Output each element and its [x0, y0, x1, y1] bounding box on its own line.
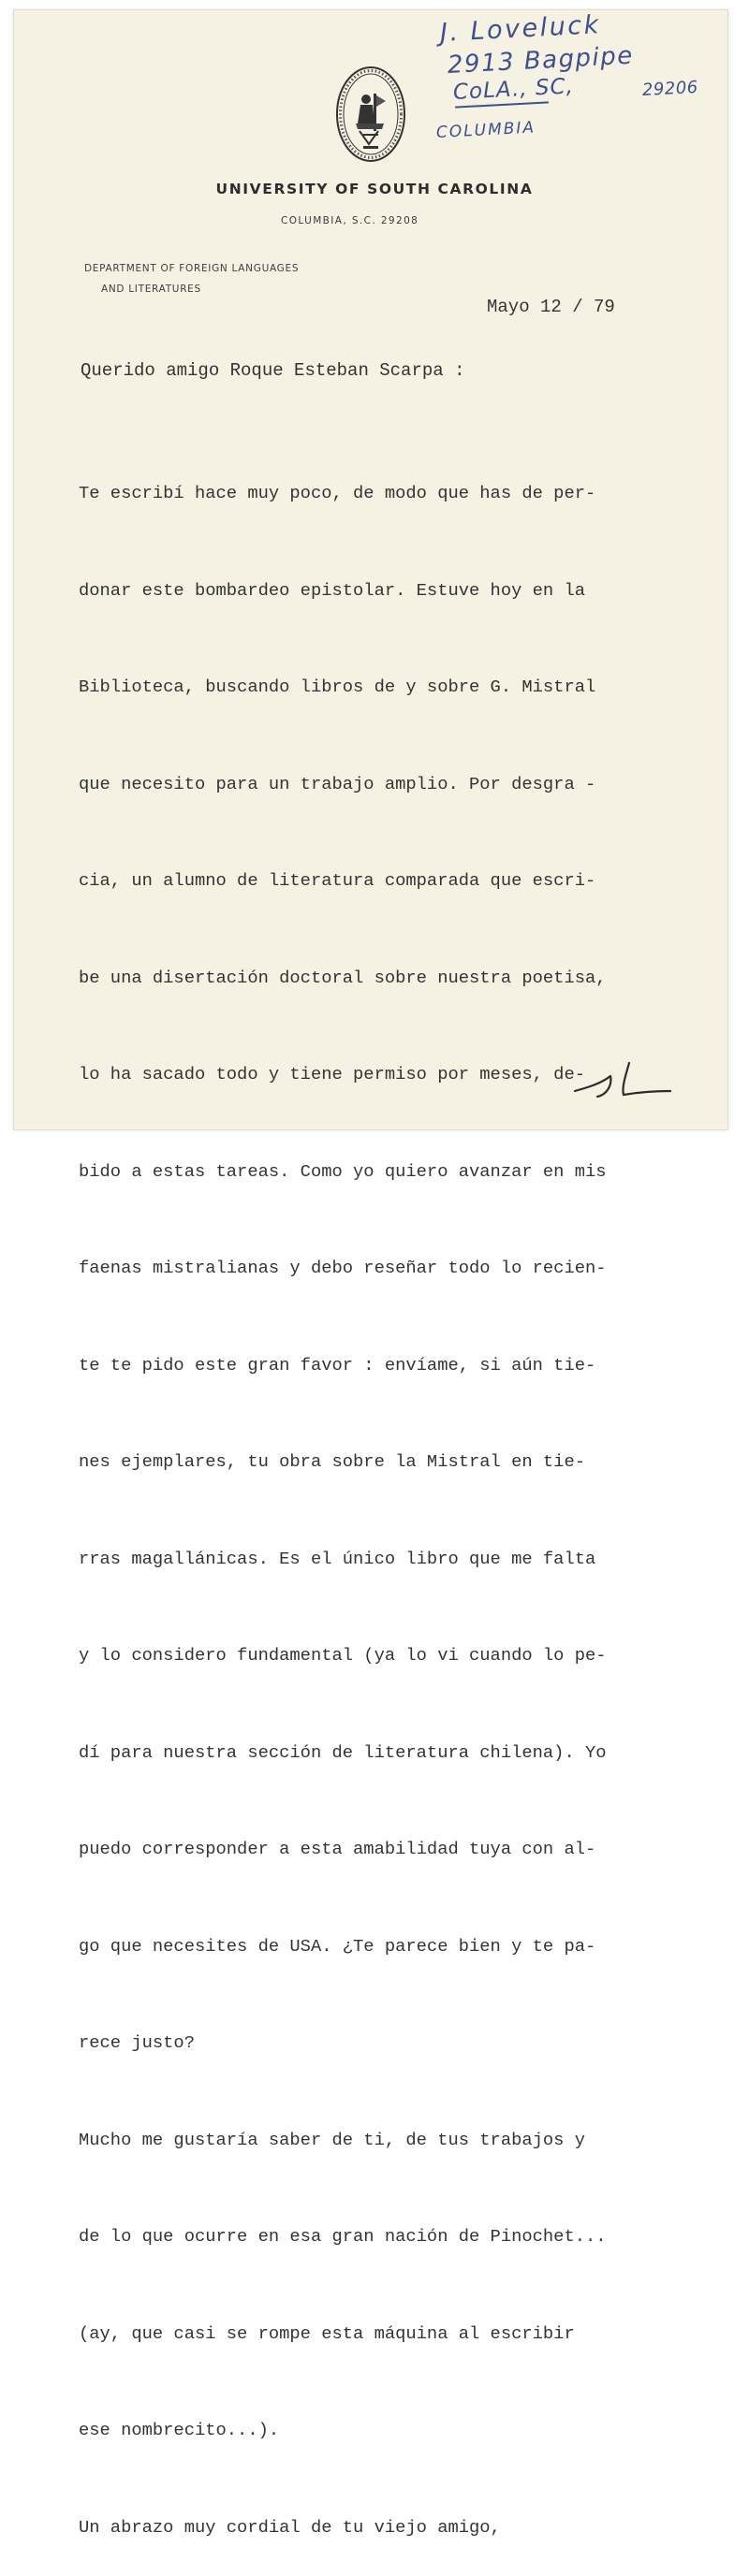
handwritten-city-full: COLUMBIA: [435, 118, 536, 142]
department-line-2: AND LITERATURES: [101, 284, 201, 295]
body-line: te te pido este gran favor : envíame, si aún tie-: [79, 1354, 596, 1375]
body-line: de lo que ocurre en esa gran nación de Pinochet...: [79, 2226, 607, 2247]
university-name: UNIVERSITY OF SOUTH CAROLINA: [215, 181, 534, 197]
body-line: Un abrazo muy cordial de tu viejo amigo,: [79, 2516, 501, 2538]
body-line: lo ha sacado todo y tiene permiso por meses, de-: [79, 1064, 585, 1084]
body-line: puedo corresponder a esta amabilidad tuya con al-: [79, 1839, 596, 1859]
handwritten-street: 2913 Bagpipe: [447, 41, 635, 80]
handwritten-initials-icon: [573, 1059, 676, 1100]
body-line: go que necesites de USA. ¿Te parece bien y te pa-: [79, 1935, 596, 1957]
department-block: [84, 258, 299, 299]
body-line: bido a estas tareas. Como yo quiero avanzar en mis: [79, 1160, 607, 1182]
body-line: Biblioteca, buscando libros de y sobre G. Mistral: [79, 677, 596, 697]
body-line: be una disertación doctoral sobre nuestra poetisa,: [79, 967, 607, 988]
body-line: cia, un alumno de literatura comparada que escri-: [79, 870, 596, 891]
body-line: (ay, que casi se rompe esta máquina al escribir: [79, 2322, 575, 2344]
handwritten-city: CoLA., SC,: [452, 74, 575, 105]
body-line: rras magallánicas. Es el único libro que me falta: [79, 1548, 596, 1569]
body-line: Mucho me gustaría saber de ti, de tus trabajos y: [79, 2129, 585, 2150]
body-line: y lo considero fundamental (ya lo vi cuando lo pe-: [79, 1645, 607, 1666]
body-line: dí para nuestra sección de literatura chilena). Yo: [79, 1741, 607, 1763]
body-line: que necesito para un trabajo amplio. Por desgra -: [79, 773, 596, 794]
body-line: nes ejemplares, tu obra sobre la Mistral en tie-: [79, 1451, 585, 1472]
body-line: ese nombrecito...).: [79, 2420, 280, 2440]
letter-body: [79, 413, 607, 2576]
body-line: rece justo?: [79, 2032, 195, 2053]
department-line-1: DEPARTMENT OF FOREIGN LANGUAGES: [84, 263, 300, 274]
letter-date: Mayo 12 / 79: [487, 297, 615, 317]
handwritten-name: J. Loveluck: [439, 10, 602, 48]
handwritten-zip: 29206: [641, 77, 699, 100]
university-address: COLUMBIA, S.C. 29208: [281, 215, 419, 226]
salutation: Querido amigo Roque Esteban Scarpa :: [81, 360, 465, 381]
body-line: faenas mistralianas y debo reseñar todo lo recien-: [79, 1258, 607, 1278]
body-line: Te escribí hace muy poco, de modo que has de per-: [79, 483, 596, 503]
university-seal-icon: [335, 65, 406, 163]
body-line: donar este bombardeo epistolar. Estuve hoy en la: [79, 579, 585, 601]
